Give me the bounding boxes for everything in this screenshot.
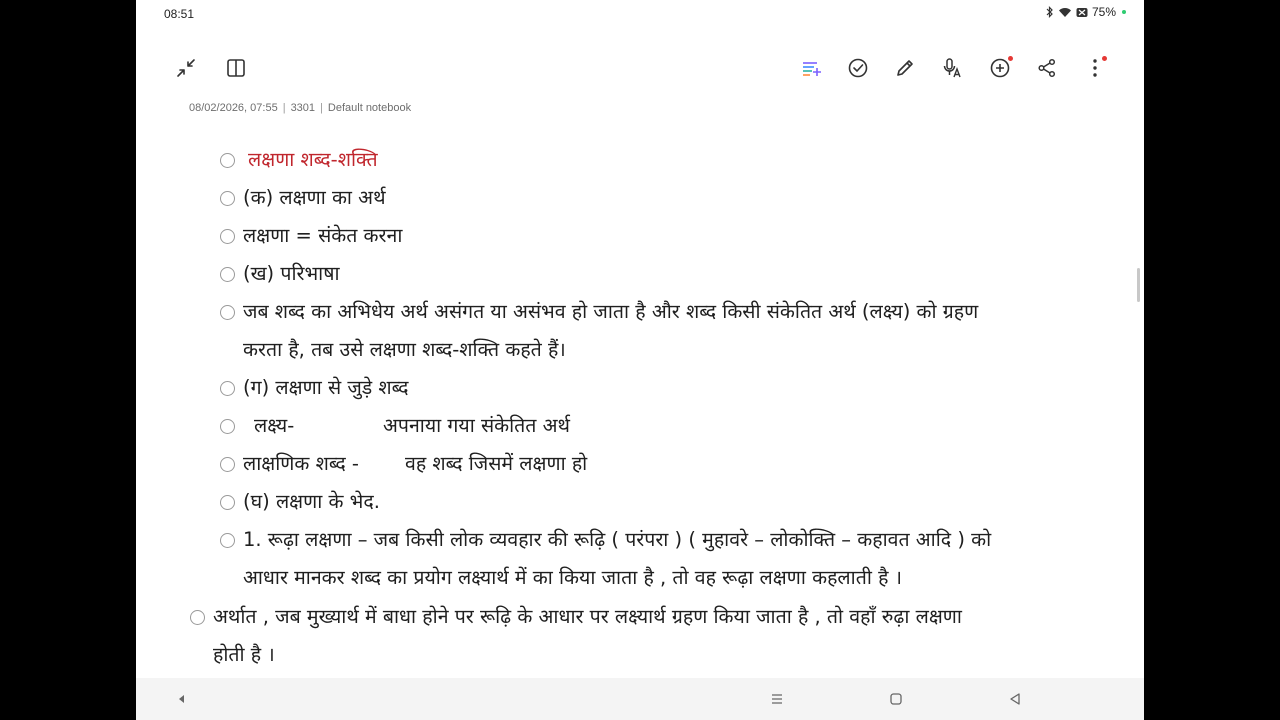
checklist-button[interactable] — [840, 50, 876, 86]
checklist-bullet[interactable] — [220, 495, 235, 510]
back-icon — [1007, 691, 1023, 707]
text-format-button[interactable] — [793, 50, 829, 86]
back-button[interactable] — [1003, 688, 1027, 710]
list-item: (घ) लक्षणा के भेद. — [243, 490, 380, 513]
note-meta: 08/02/2026, 07:55 | 3301 | Default notebook — [189, 102, 412, 114]
note-char-count: 3301 — [290, 102, 316, 114]
checklist-bullet[interactable] — [220, 305, 235, 320]
battery-icon — [1122, 10, 1126, 14]
list-item-term: लक्ष्य- — [254, 414, 295, 437]
note-datetime: 08/02/2026, 07:55 — [189, 102, 278, 114]
home-button[interactable] — [884, 688, 908, 710]
checklist-bullet[interactable] — [190, 610, 205, 625]
voice-text-icon — [941, 57, 963, 79]
status-icons — [1045, 5, 1126, 19]
notebook-link[interactable]: Default notebook — [327, 102, 412, 114]
recent-apps-icon — [769, 691, 785, 707]
battery-percent: 75% — [1091, 5, 1116, 19]
voice-text-button[interactable] — [934, 50, 970, 86]
checklist-bullet[interactable] — [220, 153, 235, 168]
checklist-bullet[interactable] — [220, 533, 235, 548]
list-item-continuation: करता है, तब उसे लक्षणा शब्द-शक्ति कहते हैं। — [243, 338, 566, 361]
list-item: जब शब्द का अभिधेय अर्थ असंगत या असंभव हो जाता है और शब्द किसी संकेतित अर्थ (लक्ष्य) को ग्रहण — [243, 300, 979, 323]
checklist-bullet[interactable] — [220, 229, 235, 244]
list-item-definition: वह शब्द जिसमें लक्षणा हो — [405, 452, 588, 475]
more-options-button[interactable] — [1077, 50, 1113, 86]
notification-dot — [1102, 56, 1107, 61]
recent-apps-button[interactable] — [765, 688, 789, 710]
collapse-button[interactable] — [168, 50, 204, 86]
bluetooth-icon — [1045, 6, 1054, 18]
list-item-definition: अपनाया गया संकेतित अर्थ — [383, 414, 570, 437]
list-item: (ख) परिभाषा — [243, 262, 340, 285]
checklist-icon — [847, 57, 869, 79]
collapse-icon — [175, 57, 197, 79]
note-screen — [136, 0, 1144, 720]
pen-icon — [894, 57, 916, 79]
share-icon — [1036, 57, 1058, 79]
wifi-icon — [1058, 7, 1072, 18]
list-item: 1. रूढ़ा लक्षणा – जब किसी लोक व्यवहार की रूढ़ि ( परंपरा ) ( मुहावरे – लोकोक्ति – कहावत आदि ) को — [243, 528, 992, 551]
list-item-continuation: आधार मानकर शब्द का प्रयोग लक्ष्यार्थ में का किया जाता है , तो वह रूढ़ा लक्षणा कहलाती है । — [243, 566, 903, 589]
list-item: (क) लक्षणा का अर्थ — [243, 186, 386, 209]
navigation-bar — [136, 678, 1144, 720]
battery-saver-icon — [1076, 7, 1088, 18]
list-item: (ग) लक्षणा से जुड़े शब्द — [243, 376, 409, 399]
home-icon — [888, 691, 904, 707]
list-item: अर्थात , जब मुख्यार्थ में बाधा होने पर रूढ़ि के आधार पर लक्ष्यार्थ ग्रहण किया जाता है , तो वहाँ रुढ़ा लक्षणा — [213, 605, 962, 628]
checklist-bullet[interactable] — [220, 191, 235, 206]
checklist-bullet[interactable] — [220, 381, 235, 396]
keyboard-hide-button[interactable] — [170, 688, 194, 710]
checklist-bullet[interactable] — [220, 419, 235, 434]
status-time: 08:51 — [164, 7, 195, 21]
split-view-icon — [225, 57, 247, 79]
checklist-bullet[interactable] — [220, 457, 235, 472]
add-icon — [989, 57, 1011, 79]
text-format-icon — [800, 57, 822, 79]
keyboard-hide-icon — [176, 693, 188, 705]
notification-dot — [1008, 56, 1013, 61]
note-toolbar — [136, 46, 1144, 90]
split-view-button[interactable] — [218, 50, 254, 86]
pen-button[interactable] — [887, 50, 923, 86]
list-item-continuation: होती है । — [213, 643, 275, 666]
note-heading: लक्षणा शब्द-शक्ति — [248, 148, 378, 171]
list-item-term: लाक्षणिक शब्द - — [243, 452, 359, 475]
checklist-bullet[interactable] — [220, 267, 235, 282]
scrollbar-thumb[interactable] — [1137, 268, 1140, 302]
share-button[interactable] — [1029, 50, 1065, 86]
list-item: लक्षणा = संकेत करना — [243, 224, 403, 247]
status-bar — [136, 0, 1144, 28]
add-button[interactable] — [982, 50, 1018, 86]
